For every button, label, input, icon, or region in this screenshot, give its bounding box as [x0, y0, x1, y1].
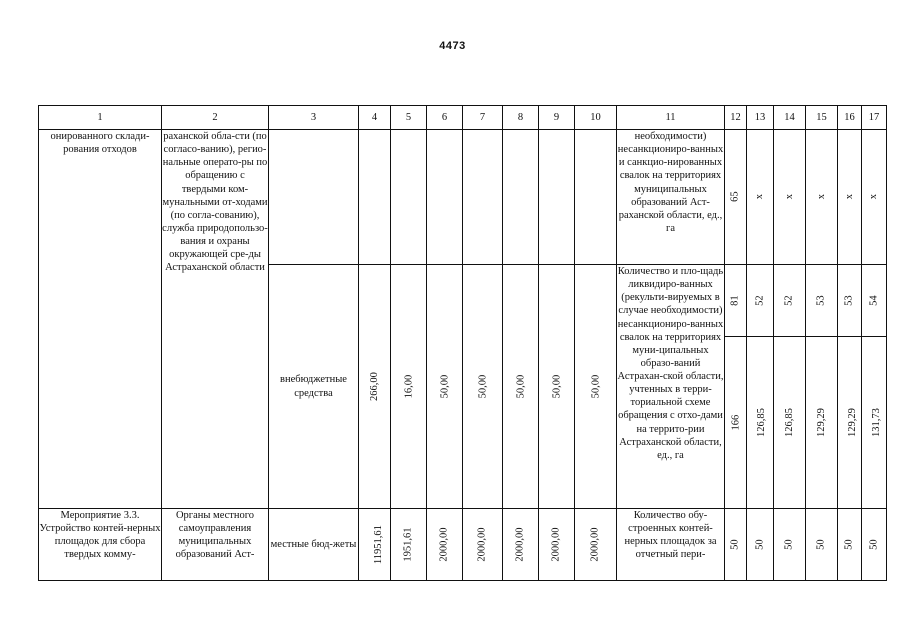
value-cell: 50	[725, 509, 747, 581]
empty-cell	[503, 130, 539, 265]
funding-source-cell: внебюджетные средства	[269, 265, 359, 509]
fund-cell: 11951,61	[359, 509, 391, 581]
value-cell: 54	[862, 265, 887, 337]
empty-cell	[575, 130, 617, 265]
header-cell: 8	[503, 106, 539, 130]
value-cell: 50	[806, 509, 838, 581]
fund-cell: 2000,00	[539, 509, 575, 581]
fund-cell: 50,00	[427, 265, 463, 509]
value-cell: x	[747, 130, 774, 265]
fund-cell: 16,00	[391, 265, 427, 509]
value-cell: 81	[725, 265, 747, 337]
value-cell: 53	[838, 265, 862, 337]
value-cell: x	[838, 130, 862, 265]
header-cell: 11	[617, 106, 725, 130]
fund-cell: 50,00	[503, 265, 539, 509]
header-cell: 15	[806, 106, 838, 130]
empty-cell	[269, 130, 359, 265]
value-cell: 52	[747, 265, 774, 337]
header-cell: 9	[539, 106, 575, 130]
value-cell: 50	[862, 509, 887, 581]
empty-cell	[359, 130, 391, 265]
fund-cell: 50,00	[539, 265, 575, 509]
indicator-cell: Количество обу-строенных контей-нерных площадок за отчетный пери-	[617, 509, 725, 581]
empty-cell	[539, 130, 575, 265]
value-cell: 53	[806, 265, 838, 337]
value-cell: 50	[774, 509, 806, 581]
value-cell: 50	[747, 509, 774, 581]
value-cell: x	[862, 130, 887, 265]
header-cell: 14	[774, 106, 806, 130]
value-cell: 166	[725, 337, 747, 509]
header-row	[39, 106, 887, 130]
header-cell: 12	[725, 106, 747, 130]
table-row	[39, 509, 887, 581]
value-cell: 126,85	[774, 337, 806, 509]
value-cell: 50	[838, 509, 862, 581]
empty-cell	[463, 130, 503, 265]
value-cell: 131,73	[862, 337, 887, 509]
header-cell: 10	[575, 106, 617, 130]
executor-cell: Органы местного самоуправления муниципальных образований Аст-	[162, 509, 269, 581]
header-cell: 16	[838, 106, 862, 130]
indicator-cell: Количество и пло-щадь ликвидиро-ванных (рекульти-вируемых в случае необходимости) несанкциониро-ванных свалок на территориях муни-ципальных образо-ваний Астрахан-ской области, учтенных в терри-ториальной схеме обращения с отхо-дами на террито-рии Астраханской области, ед., га	[617, 265, 725, 509]
header-cell: 3	[269, 106, 359, 130]
fund-cell: 266,00	[359, 265, 391, 509]
measure-cell: Мероприятие 3.3. Устройство контей-нерных площадок для сбора твердых комму-	[39, 509, 162, 581]
measure-cell: онированного склади-рования отходов	[39, 130, 162, 509]
value-cell: 129,29	[806, 337, 838, 509]
fund-cell: 50,00	[575, 265, 617, 509]
header-cell: 6	[427, 106, 463, 130]
budget-table	[38, 105, 887, 581]
indicator-cell: необходимости) несанкциониро-ванных и санкцио-нированных свалок на территориях муниципальных образований Аст-раханской области, ед., га	[617, 130, 725, 265]
fund-cell: 1951,61	[391, 509, 427, 581]
value-cell: 52	[774, 265, 806, 337]
table-row	[39, 130, 887, 265]
header-cell: 7	[463, 106, 503, 130]
page-number: 4473	[439, 40, 466, 52]
fund-cell: 2000,00	[463, 509, 503, 581]
header-cell: 2	[162, 106, 269, 130]
header-cell: 1	[39, 106, 162, 130]
value-cell: x	[774, 130, 806, 265]
value-cell: x	[806, 130, 838, 265]
header-cell: 13	[747, 106, 774, 130]
value-cell: 126,85	[747, 337, 774, 509]
executor-cell: раханской обла-сти (по согласо-ванию), регио-нальные операто-ры по обращению с твердыми ком-мунальными от-ходами (по согла-сованию), служба природопользо-вания и охраны окружающей сре-ды Астраханской области	[162, 130, 269, 509]
header-cell: 5	[391, 106, 427, 130]
empty-cell	[427, 130, 463, 265]
funding-source-cell: местные бюд-жеты	[269, 509, 359, 581]
fund-cell: 2000,00	[427, 509, 463, 581]
header-cell: 4	[359, 106, 391, 130]
fund-cell: 2000,00	[575, 509, 617, 581]
header-cell: 17	[862, 106, 887, 130]
value-cell: 65	[725, 130, 747, 265]
empty-cell	[391, 130, 427, 265]
fund-cell: 2000,00	[503, 509, 539, 581]
fund-cell: 50,00	[463, 265, 503, 509]
value-cell: 129,29	[838, 337, 862, 509]
